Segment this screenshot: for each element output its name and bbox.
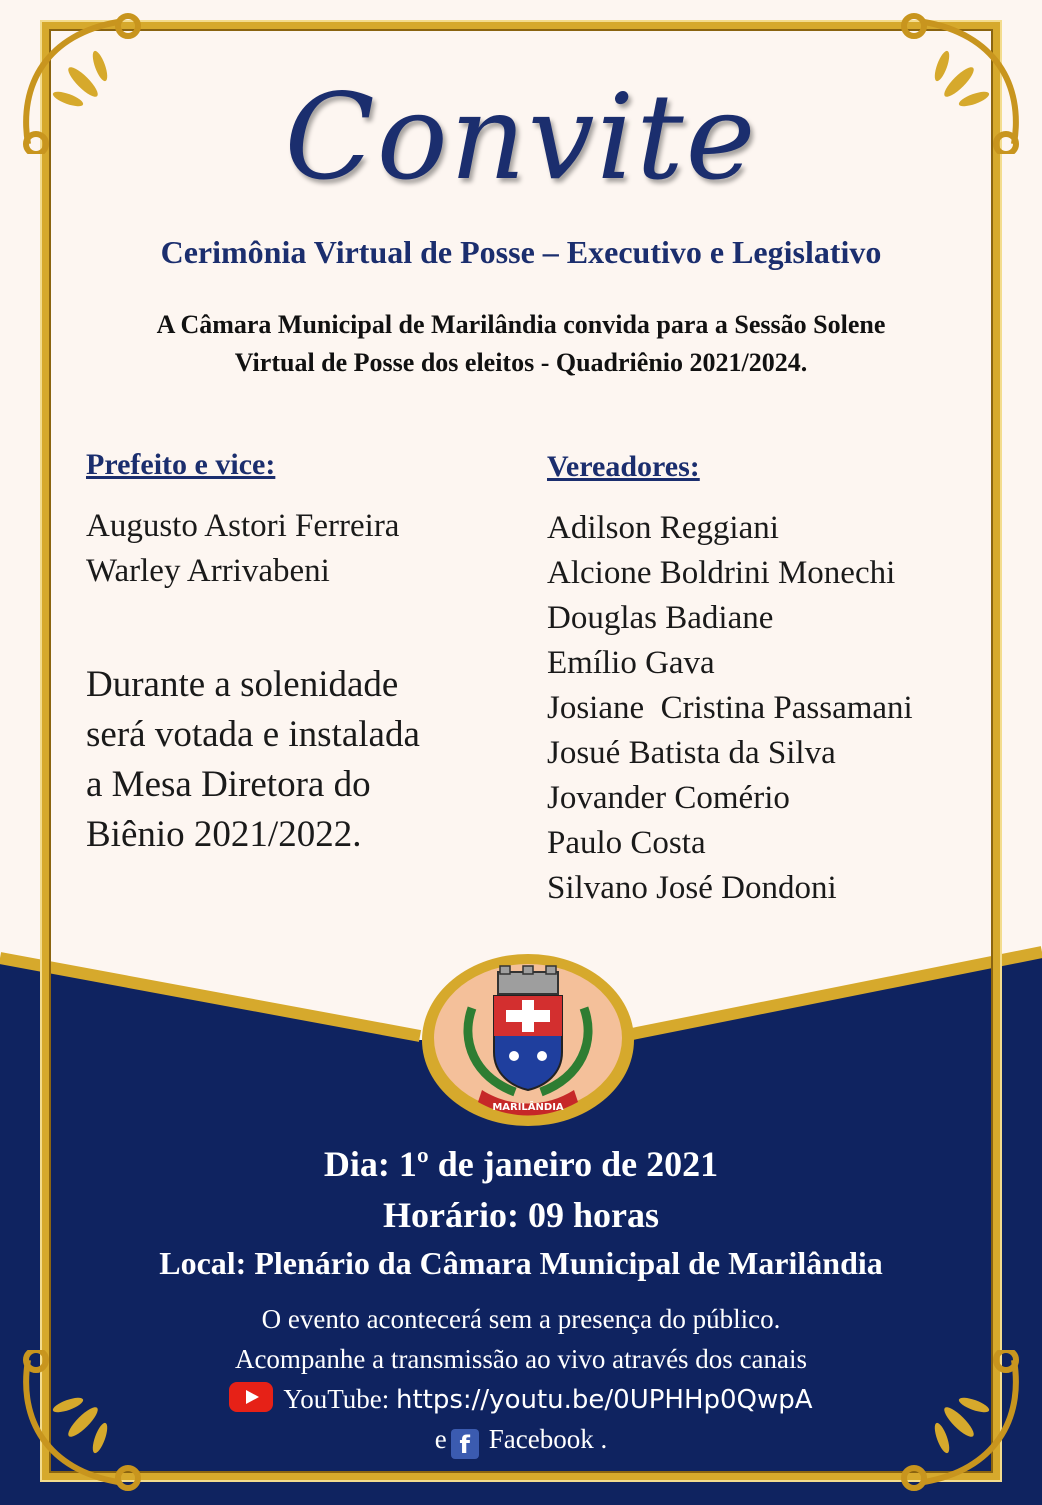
youtube-icon (229, 1382, 273, 1412)
note-line: Biênio 2021/2022. (86, 814, 362, 855)
footer-line: O evento acontecerá sem a presença do público. (261, 1304, 781, 1334)
facebook-label[interactable]: Facebook . (488, 1424, 608, 1454)
event-date: Dia: 1º de janeiro de 2021 (323, 1144, 719, 1184)
list-item: Warley Arrivabeni (86, 553, 330, 589)
note-line: a Mesa Diretora do (86, 764, 371, 805)
and-text: e (434, 1424, 447, 1454)
list-item: Adilson Reggiani (547, 510, 779, 546)
list-item: Josiane Cristina Passamani (547, 690, 913, 726)
list-item: Augusto Astori Ferreira (86, 508, 400, 544)
youtube-row (0, 1382, 1042, 1415)
youtube-label: YouTube: (283, 1384, 390, 1414)
subtitle: Cerimônia Virtual de Posse – Executivo e Legislativo (160, 234, 882, 270)
event-time: Horário: 09 horas (383, 1195, 659, 1235)
intro-line: A Câmara Municipal de Marilândia convida para a Sessão Solene (156, 310, 886, 339)
executive-heading: Prefeito e vice: (86, 448, 276, 481)
executive-names (86, 504, 399, 594)
list-item: Alcione Boldrini Monechi (547, 555, 896, 591)
facebook-row (0, 1424, 1042, 1459)
list-item: Douglas Badiane (547, 600, 774, 636)
list-item: Jovander Comério (547, 780, 790, 816)
facebook-icon[interactable]: f (451, 1429, 479, 1459)
board-note (86, 660, 506, 860)
note-line: Durante a solenidade (86, 664, 399, 705)
coat-of-arms-icon (420, 952, 636, 1128)
event-place: Local: Plenário da Câmara Municipal de Marilândia (159, 1245, 883, 1281)
note-line: será votada e instalada (86, 714, 420, 755)
intro-line: Virtual de Posse dos eleitos - Quadriênio 2021/2024. (234, 348, 808, 377)
legislative-names (547, 506, 913, 911)
footer-line: Acompanhe a transmissão ao vivo através dos canais (234, 1344, 808, 1374)
youtube-link[interactable]: https://youtu.be/0UPHHp0QwpA (395, 1385, 813, 1415)
crest-label: MARILÂNDIA (492, 1102, 564, 1113)
page-title: Convite (284, 68, 758, 206)
list-item: Emílio Gava (547, 645, 715, 681)
intro-text (70, 306, 972, 382)
list-item: Josué Batista da Silva (547, 735, 836, 771)
legislative-heading: Vereadores: (547, 450, 700, 483)
list-item: Paulo Costa (547, 825, 706, 861)
list-item: Silvano José Dondoni (547, 870, 837, 906)
